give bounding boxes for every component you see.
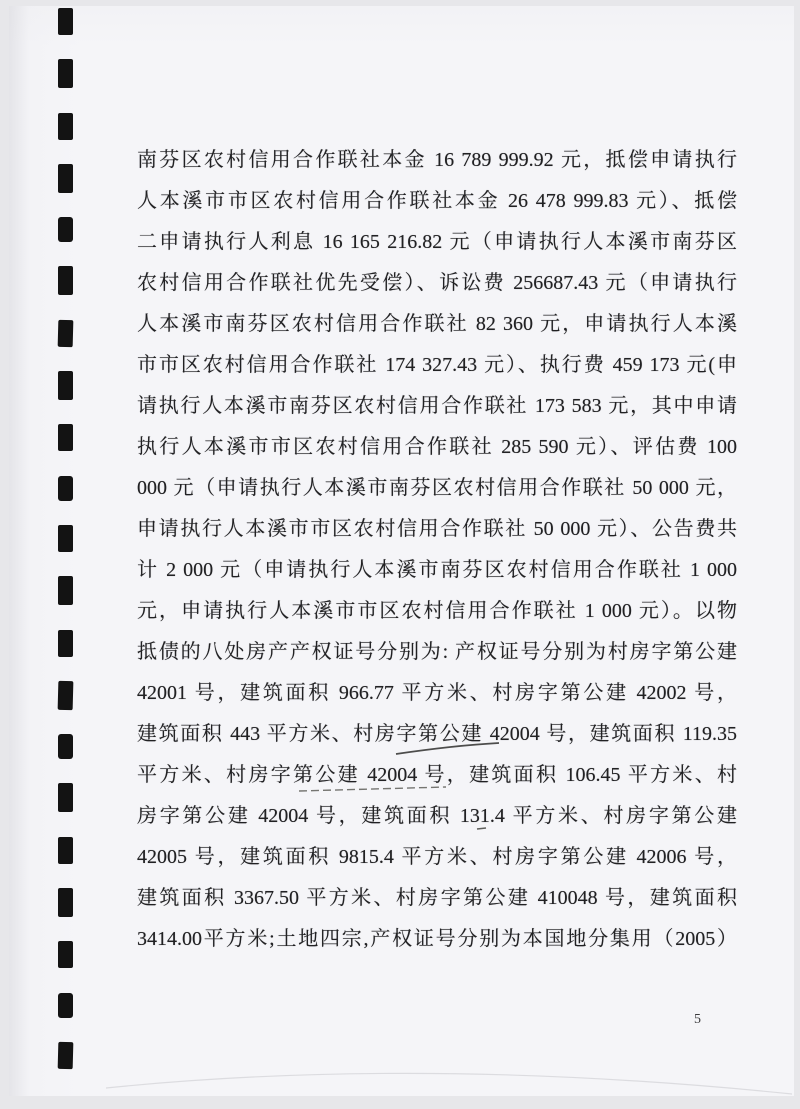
binding-hole-mark: [58, 320, 74, 347]
document-page: [9, 6, 794, 1096]
binding-hole-mark: [58, 525, 73, 552]
text-line: 3414.00平方米;土地四宗,产权证号分别为本国地分集用（2005）: [137, 928, 737, 950]
document-text: [137, 140, 737, 960]
binding-hole-mark: [58, 1042, 74, 1069]
binding-hole-mark: [58, 113, 73, 140]
text-line: 人本溪市南芬区农村信用合作联社 82 360 元，申请执行人本溪: [137, 313, 737, 335]
binding-hole-mark: [58, 266, 73, 295]
text-line: 42005 号，建筑面积 9815.4 平方米、村房字第公建 42006 号，: [137, 846, 737, 868]
text-line: 平方米、村房字第公建 42004 号，建筑面积 106.45 平方米、村: [137, 764, 737, 786]
binding-holes: [58, 8, 73, 1069]
binding-hole-mark: [58, 576, 73, 605]
binding-hole-mark: [58, 371, 73, 400]
text-line: 建筑面积 443 平方米、村房字第公建 42004 号，建筑面积 119.35: [137, 723, 737, 745]
text-line: 建筑面积 3367.50 平方米、村房字第公建 410048 号，建筑面积: [137, 887, 737, 909]
binding-hole-mark: [58, 681, 74, 710]
binding-hole-mark: [58, 424, 73, 451]
binding-hole-mark: [58, 993, 73, 1018]
text-line: 申请执行人本溪市市区农村信用合作联社 50 000 元）、公告费共: [137, 518, 737, 540]
text-line: 元，申请执行人本溪市市区农村信用合作联社 1 000 元）。以物: [137, 600, 737, 622]
binding-hole-mark: [58, 837, 73, 864]
binding-hole-mark: [58, 630, 73, 657]
binding-hole-mark: [58, 164, 73, 193]
binding-hole-mark: [58, 476, 73, 501]
text-line: 执行人本溪市市区农村信用合作联社 285 590 元）、评估费 100: [137, 436, 737, 458]
text-line: 42001 号，建筑面积 966.77 平方米、村房字第公建 42002 号，: [137, 682, 737, 704]
binding-hole-mark: [58, 783, 73, 812]
text-line: 南芬区农村信用合作联社本金 16 789 999.92 元，抵偿申请执行: [137, 149, 737, 171]
text-line: 计 2 000 元（申请执行人本溪市南芬区农村信用合作联社 1 000: [137, 559, 737, 581]
binding-hole-mark: [58, 217, 73, 242]
text-line: 农村信用合作联社优先受偿）、诉讼费 256687.43 元（申请执行: [137, 272, 737, 294]
text-line: 房字第公建 42004 号，建筑面积 131.4 平方米、村房字第公建: [137, 805, 737, 827]
binding-hole-mark: [58, 941, 73, 968]
page-number: 5: [694, 1012, 701, 1027]
text-line: 请执行人本溪市南芬区农村信用合作联社 173 583 元，其中申请: [137, 395, 737, 417]
binding-hole-mark: [58, 8, 73, 35]
text-line: 抵债的八处房产产权证号分别为: 产权证号分别为村房字第公建: [137, 641, 737, 663]
binding-hole-mark: [58, 734, 73, 759]
binding-hole-mark: [58, 59, 73, 88]
text-line: 二申请执行人利息 16 165 216.82 元（申请执行人本溪市南芬区: [137, 231, 737, 253]
text-line: 市市区农村信用合作联社 174 327.43 元）、执行费 459 173 元(申: [137, 354, 737, 376]
binding-hole-mark: [58, 888, 73, 917]
text-line: 000 元（申请执行人本溪市南芬区农村信用合作联社 50 000 元，: [137, 477, 737, 499]
text-line: 人本溪市市区农村信用合作联社本金 26 478 999.83 元）、抵偿: [137, 190, 737, 212]
